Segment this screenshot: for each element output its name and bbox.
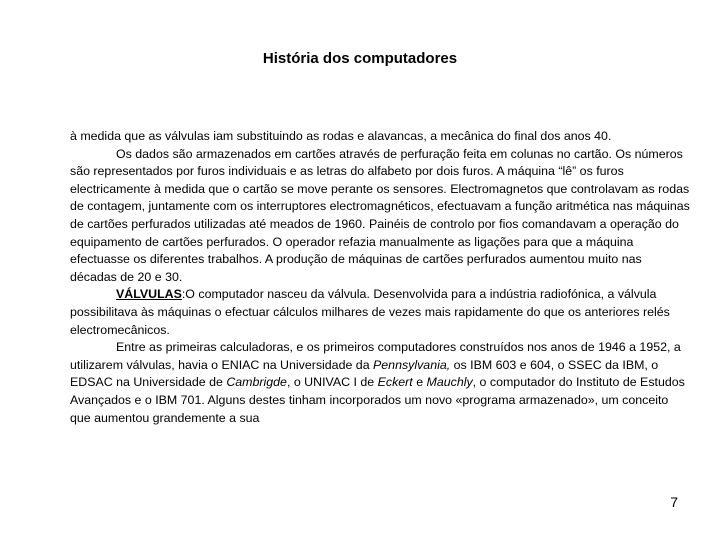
early-computers-text-3: , o UNIVAC I de bbox=[286, 375, 378, 390]
body-text bbox=[70, 128, 690, 427]
paragraph-punched-cards: Os dados são armazenados em cartões através de perfuração feita em colunas no cartão. Os números são representados por furos individuais e as letras do alfabeto por dois furos. A máquina “lê” os furos electricamente à medida que o cartão se move perante os sensores. Electromagnetos que controlavam as rodas de contagem, juntamente com os interruptores electromagnéticos, efectuavam a função aritmética nas máquinas de cartões perfurados utilizadas até meados de 1960. Painéis de controlo por fios comandavam a operação do equipamento de cartões perfurados. O operador refazia manualmente as ligações para que a máquina efectuasse os diferentes trabalhos. A produção de máquinas de cartões perfurados aumentou muito nas décadas de 20 e 30. bbox=[70, 146, 690, 284]
pennsylvania-italic: Pennsylvania, bbox=[373, 357, 451, 372]
mauchly-italic: Mauchly bbox=[426, 375, 473, 390]
paragraph-early-computers bbox=[70, 339, 690, 427]
early-computers-text-5: , o computador do Instituto de Estudos Avançados e o IBM 701. Alguns destes tinham incorporados um novo «programa armazenado», um conceito que aumentou grandemente a sua bbox=[70, 375, 685, 425]
paragraph-intro: à medida que as válvulas iam substituindo as rodas e alavancas, a mecânica do final dos anos 40. bbox=[70, 129, 612, 143]
page-number: 7 bbox=[670, 494, 678, 510]
cambridge-italic: Cambrigde bbox=[226, 375, 287, 390]
early-computers-text-4: e bbox=[412, 375, 427, 390]
page-title: História dos computadores bbox=[262, 50, 458, 67]
early-computers-text-2: os IBM 603 e 604, o SSEC da IBM, o EDSAC na Universidade de bbox=[70, 357, 659, 390]
eckert-italic: Eckert bbox=[377, 375, 413, 390]
valves-heading: VÁLVULAS bbox=[116, 287, 182, 302]
valves-text: :O computador nasceu da válvula. Desenvolvida para a indústria radiofónica, a válvula possibilitava às máquinas o efectuar cálculos milhares de vezes mais rapidamente do que os anteriores relés electromecânicos. bbox=[70, 287, 670, 337]
paragraph-valves bbox=[70, 286, 690, 339]
early-computers-text-1: Entre as primeiras calculadoras, e os primeiros computadores construídos nos anos de 1946 a 1952, a utilizarem válvulas, havia o ENIAC na Universidade da bbox=[70, 340, 681, 372]
